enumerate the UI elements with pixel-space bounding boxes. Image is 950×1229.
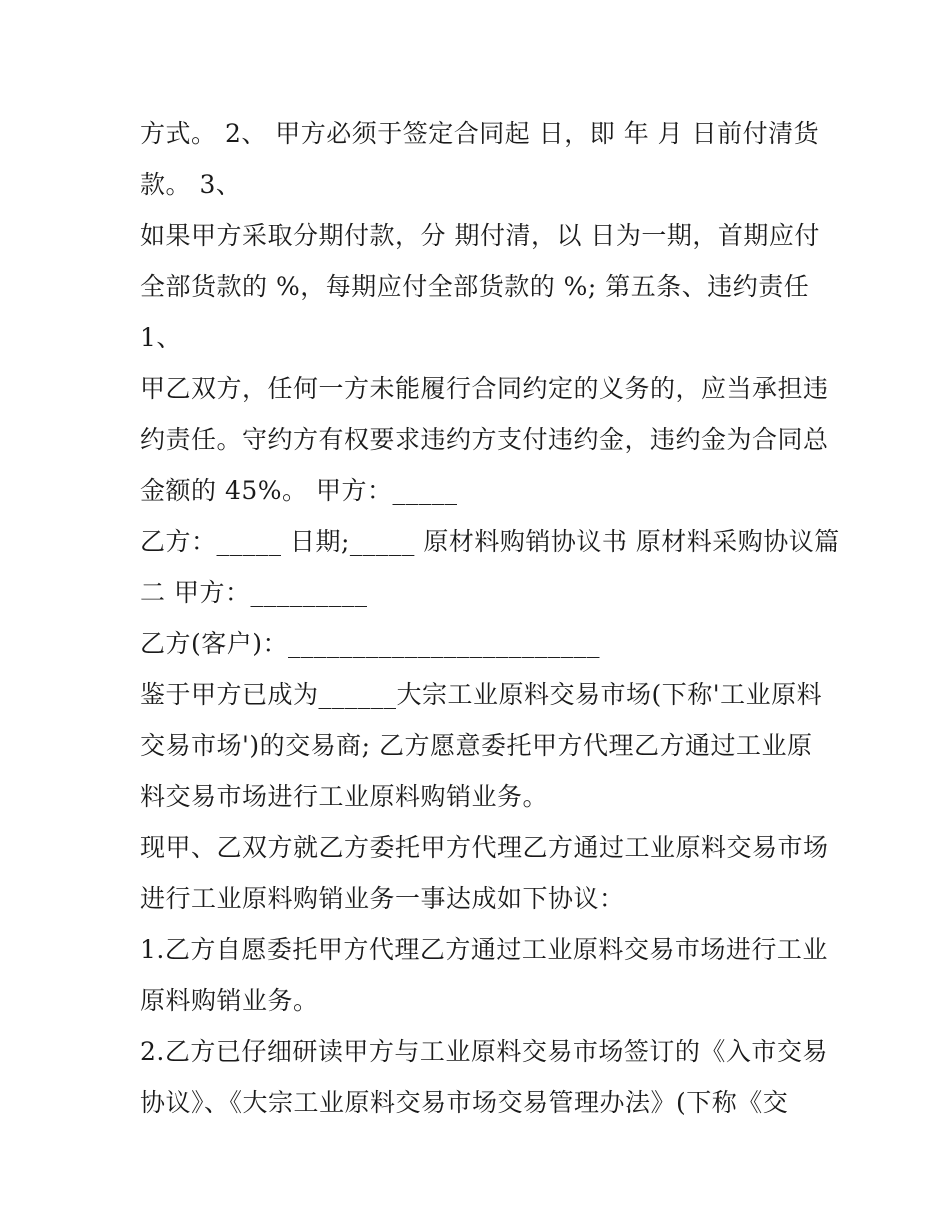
text-line: 全部货款的 %，每期应付全部货款的 %; 第五条、违约责任 — [140, 272, 810, 301]
text-line: 乙方(客户)：________________________ — [140, 629, 601, 658]
text-line: 现甲、乙双方就乙方委托甲方代理乙方通过工业原料交易市场 — [140, 833, 829, 862]
text-line: 方式。 2、 甲方必须于签定合同起 日，即 年 月 日前付清货 — [140, 119, 820, 148]
text-line: 交易市场')的交易商; 乙方愿意委托甲方代理乙方通过工业原 — [140, 731, 813, 760]
text-line: 鉴于甲方已成为______大宗工业原料交易市场(下称'工业原料 — [140, 680, 823, 709]
text-line: 乙方：_____ 日期;_____ 原材料购销协议书 原材料采购协议篇 — [140, 527, 840, 556]
text-line: 如果甲方采取分期付款，分 期付清，以 日为一期，首期应付 — [140, 221, 820, 250]
text-line: 2.乙方已仔细研读甲方与工业原料交易市场签订的《入市交易 — [140, 1037, 828, 1066]
text-line: 金额的 45%。 甲方：_____ — [140, 476, 458, 505]
text-line: 1.乙方自愿委托甲方代理乙方通过工业原料交易市场进行工业 — [140, 935, 828, 964]
text-line: 原料购销业务。 — [140, 986, 319, 1015]
text-line: 料交易市场进行工业原料购销业务。 — [140, 782, 549, 811]
text-line: 协议》、《大宗工业原料交易市场交易管理办法》(下称《交 — [140, 1088, 789, 1117]
text-line: 款。 3、 — [140, 170, 242, 199]
text-line: 甲乙双方，任何一方未能履行合同约定的义务的，应当承担违 — [140, 374, 829, 403]
text-line: 1、 — [140, 323, 182, 352]
text-line: 二 甲方：_________ — [140, 578, 368, 607]
document-body — [140, 108, 840, 1128]
text-line: 进行工业原料购销业务一事达成如下协议： — [140, 884, 625, 913]
text-line: 约责任。守约方有权要求违约方支付违约金，违约金为合同总 — [140, 425, 829, 454]
